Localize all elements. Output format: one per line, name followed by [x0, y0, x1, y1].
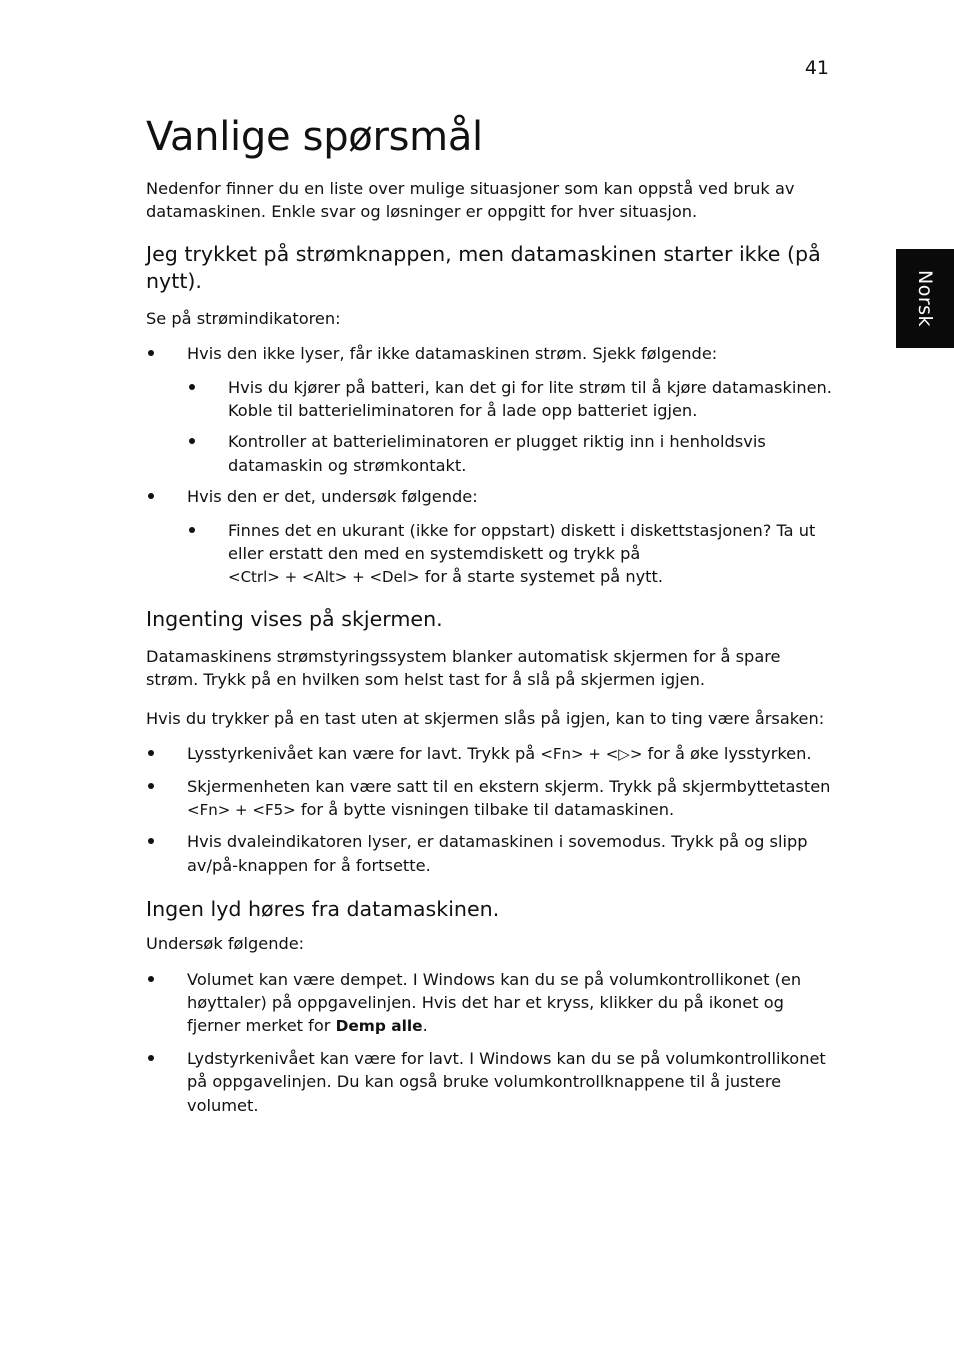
key-combination: <Fn> + <F5> — [187, 800, 296, 819]
language-tab — [896, 249, 954, 348]
section-lead-power: Se på strømindikatoren: — [146, 308, 341, 328]
list-item — [146, 775, 836, 823]
page-title: Vanlige spørsmål — [146, 114, 483, 160]
list-item-text: for å bytte visningen tilbake til datamaskinen. — [295, 799, 675, 819]
list-item — [146, 485, 836, 590]
list-item-text: . — [422, 1016, 428, 1036]
list-item-text: Skjermenheten kan være satt til en ekstern skjerm. Trykk på skjermbyttetasten — [187, 776, 831, 796]
key-combination: <Fn> + <▷> — [540, 745, 643, 764]
list-item-text: Lysstyrkenivået kan være for lavt. Trykk på — [187, 744, 541, 764]
list-item — [187, 376, 836, 423]
list-item — [146, 968, 836, 1039]
list-item-text: for å øke lysstyrken. — [642, 744, 812, 764]
sound-checklist — [146, 968, 836, 1117]
display-paragraph-2: Hvis du trykker på en tast uten at skjermen slås på igjen, kan to ting være årsaken: — [146, 708, 825, 728]
list-item-text: Kontroller at batterieliminatoren er plugget riktig inn i henholdsvis datamaskin og strømkontakt. — [228, 432, 766, 475]
list-item — [146, 1047, 836, 1117]
section-heading-sound: Ingen lyd høres fra datamaskinen. — [146, 897, 500, 922]
list-item-text: for å starte systemet på nytt. — [419, 567, 663, 587]
intro-paragraph: Nedenfor finner du en liste over mulige situasjoner som kan oppstå ved bruk av datamaskinen. Enkle svar og løsninger er oppgitt for hver situasjon. — [146, 179, 795, 222]
display-paragraph-1: Datamaskinens strømstyringssystem blanker automatisk skjermen for å spare strøm. Trykk på en hvilken som helst tast for å slå på skjermen igjen. — [146, 646, 781, 690]
language-tab-label: Norsk — [914, 269, 936, 328]
list-item-text: Hvis du kjører på batteri, kan det gi for lite strøm til å kjøre datamaskinen. Koble til batterieliminatoren for å lade opp batteriet igjen. — [228, 377, 832, 421]
page-number: 41 — [804, 57, 829, 79]
key-combination: <Ctrl> + <Alt> + <Del> — [228, 568, 420, 587]
list-item-text: Finnes det en ukurant (ikke for oppstart) diskett i diskettstasjonen? Ta ut eller erstatt den med en systemdiskett og trykk på — [228, 520, 816, 564]
list-item-text: Hvis den er det, undersøk følgende: — [187, 487, 478, 507]
list-item — [146, 830, 836, 877]
list-item-text: Hvis den ikke lyser, får ikke datamaskinen strøm. Sjekk følgende: — [187, 344, 718, 364]
power-checklist — [146, 342, 836, 590]
section-heading-display: Ingenting vises på skjermen. — [146, 606, 443, 631]
menu-option-label: Demp alle — [335, 1017, 423, 1036]
list-item — [146, 342, 836, 477]
sub-list — [187, 519, 836, 590]
section-lead-sound: Undersøk følgende: — [146, 934, 305, 954]
list-item-text: Volumet kan være dempet. I Windows kan du se på volumkontrollikonet (en høyttaler) på oppgavelinjen. Hvis det har et kryss, klikker du på ikonet og fjerner merket for — [187, 969, 802, 1036]
display-checklist — [146, 742, 836, 877]
list-item — [187, 430, 836, 477]
page-content — [146, 112, 836, 1117]
list-item — [146, 742, 836, 766]
section-heading-power: Jeg trykket på strømknappen, men datamaskinen starter ikke (på nytt). — [146, 241, 821, 293]
sub-list — [187, 376, 836, 478]
list-item-text: Lydstyrkenivået kan være for lavt. I Windows kan du se på volumkontrollikonet på oppgavelinjen. Du kan også bruke volumkontrollknappene til å justere volumet. — [187, 1048, 826, 1115]
list-item — [187, 519, 836, 590]
list-item-text: Hvis dvaleindikatoren lyser, er datamaskinen i sovemodus. Trykk på og slipp av/på-knappen for å fortsette. — [187, 832, 808, 875]
